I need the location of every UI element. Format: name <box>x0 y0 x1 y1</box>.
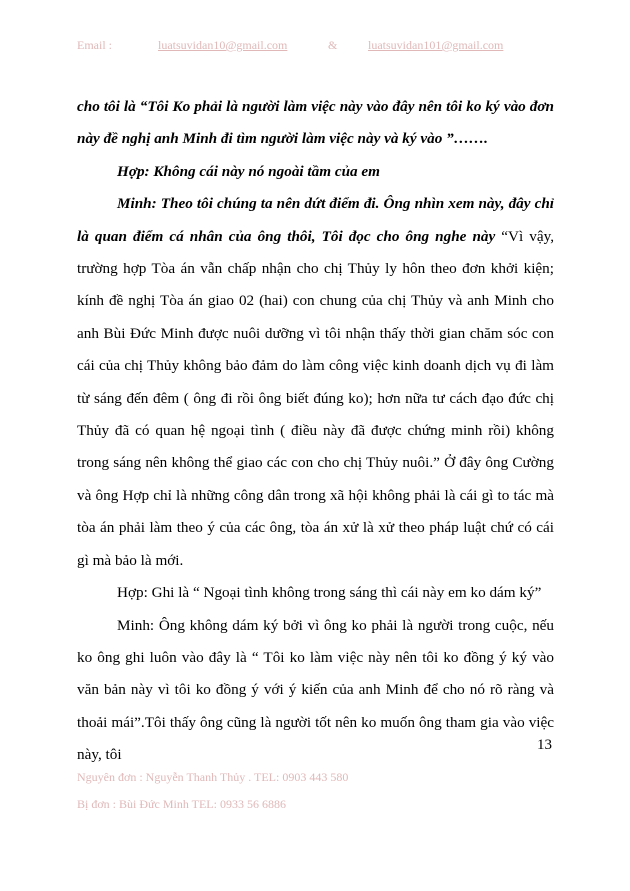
document-body <box>77 91 554 772</box>
paragraph-3-text: “Vì vậy, trường hợp Tòa án vẫn chấp nhận cho chị Thủy ly hôn theo đơn khởi kiện; kính đề nghị Tòa án giao 02 (hai) con chung của chị Thủy và anh Minh cho anh Bùi Đức Minh được nuôi dưỡng vì tôi nhận thấy thời gian chăm sóc con cái của chị Thủy không bảo đảm do làm công việc kinh doanh dịch vụ đi làm từ sáng đến đêm ( ông đi rồi ông biết đúng ko); hơn nữa tư cách đạo đức chị Thủy đã có quan hệ ngoại tình ( điều này đã được chứng minh rồi) không trong sáng nên không thể giao các con cho chị Thủy nuôi.” Ở đây ông Cường và ông Hợp chỉ là những công dân trong xã hội không phải là cái gì to tác mà tòa án phải làm theo ý của các ông, tòa án xử là xử theo pháp luật chứ có cái gì mà bảo là mới. <box>77 227 554 569</box>
footer-defendant: Bị đơn : Bùi Đức Minh TEL: 0933 56 6886 <box>77 797 286 811</box>
paragraph-5: Minh: Ông không dám ký bởi vì ông ko phải là người trong cuộc, nếu ko ông ghi luôn vào đây là “ Tôi ko làm việc này nên tôi ko đồng ý ký vào văn bản này vì tôi ko đồng ý với ý kiến của anh Minh để cho nó rõ ràng và thoải mái”.Tôi thấy ông cũng là người tốt nên ko muốn ông tham gia vào việc này, tôi <box>77 616 554 764</box>
email-label: Email : <box>77 38 112 52</box>
email-link-1[interactable]: luatsuvidan10@gmail.com <box>158 38 288 52</box>
footer-plaintiff: Nguyên đơn : Nguyễn Thanh Thủy . TEL: 0903 443 580 <box>77 770 349 784</box>
paragraph-1: cho tôi là “Tôi Ko phải là người làm việc này vào đây nên tôi ko ký vào đơn này đề nghị anh Minh đi tìm người làm việc này và ký vào ”……. <box>77 98 554 148</box>
paragraph-2: Hợp: Không cái này nó ngoài tầm của em <box>117 162 380 180</box>
ampersand: & <box>328 38 338 52</box>
paragraph-3 <box>77 188 554 577</box>
paragraph-3-bold: Minh: Theo tôi chúng ta nên dứt điểm đi. Ông nhìn xem này, đây chỉ là quan điểm cá nhân của ông thôi, Tôi đọc cho ông nghe này <box>77 195 554 245</box>
email-link-2[interactable]: luatsuvidan101@gmail.com <box>368 38 504 52</box>
page-number: 13 <box>537 737 552 753</box>
page-header <box>0 38 630 54</box>
paragraph-4: Hợp: Ghi là “ Ngoại tình không trong sáng thì cái này em ko dám ký” <box>117 584 542 602</box>
